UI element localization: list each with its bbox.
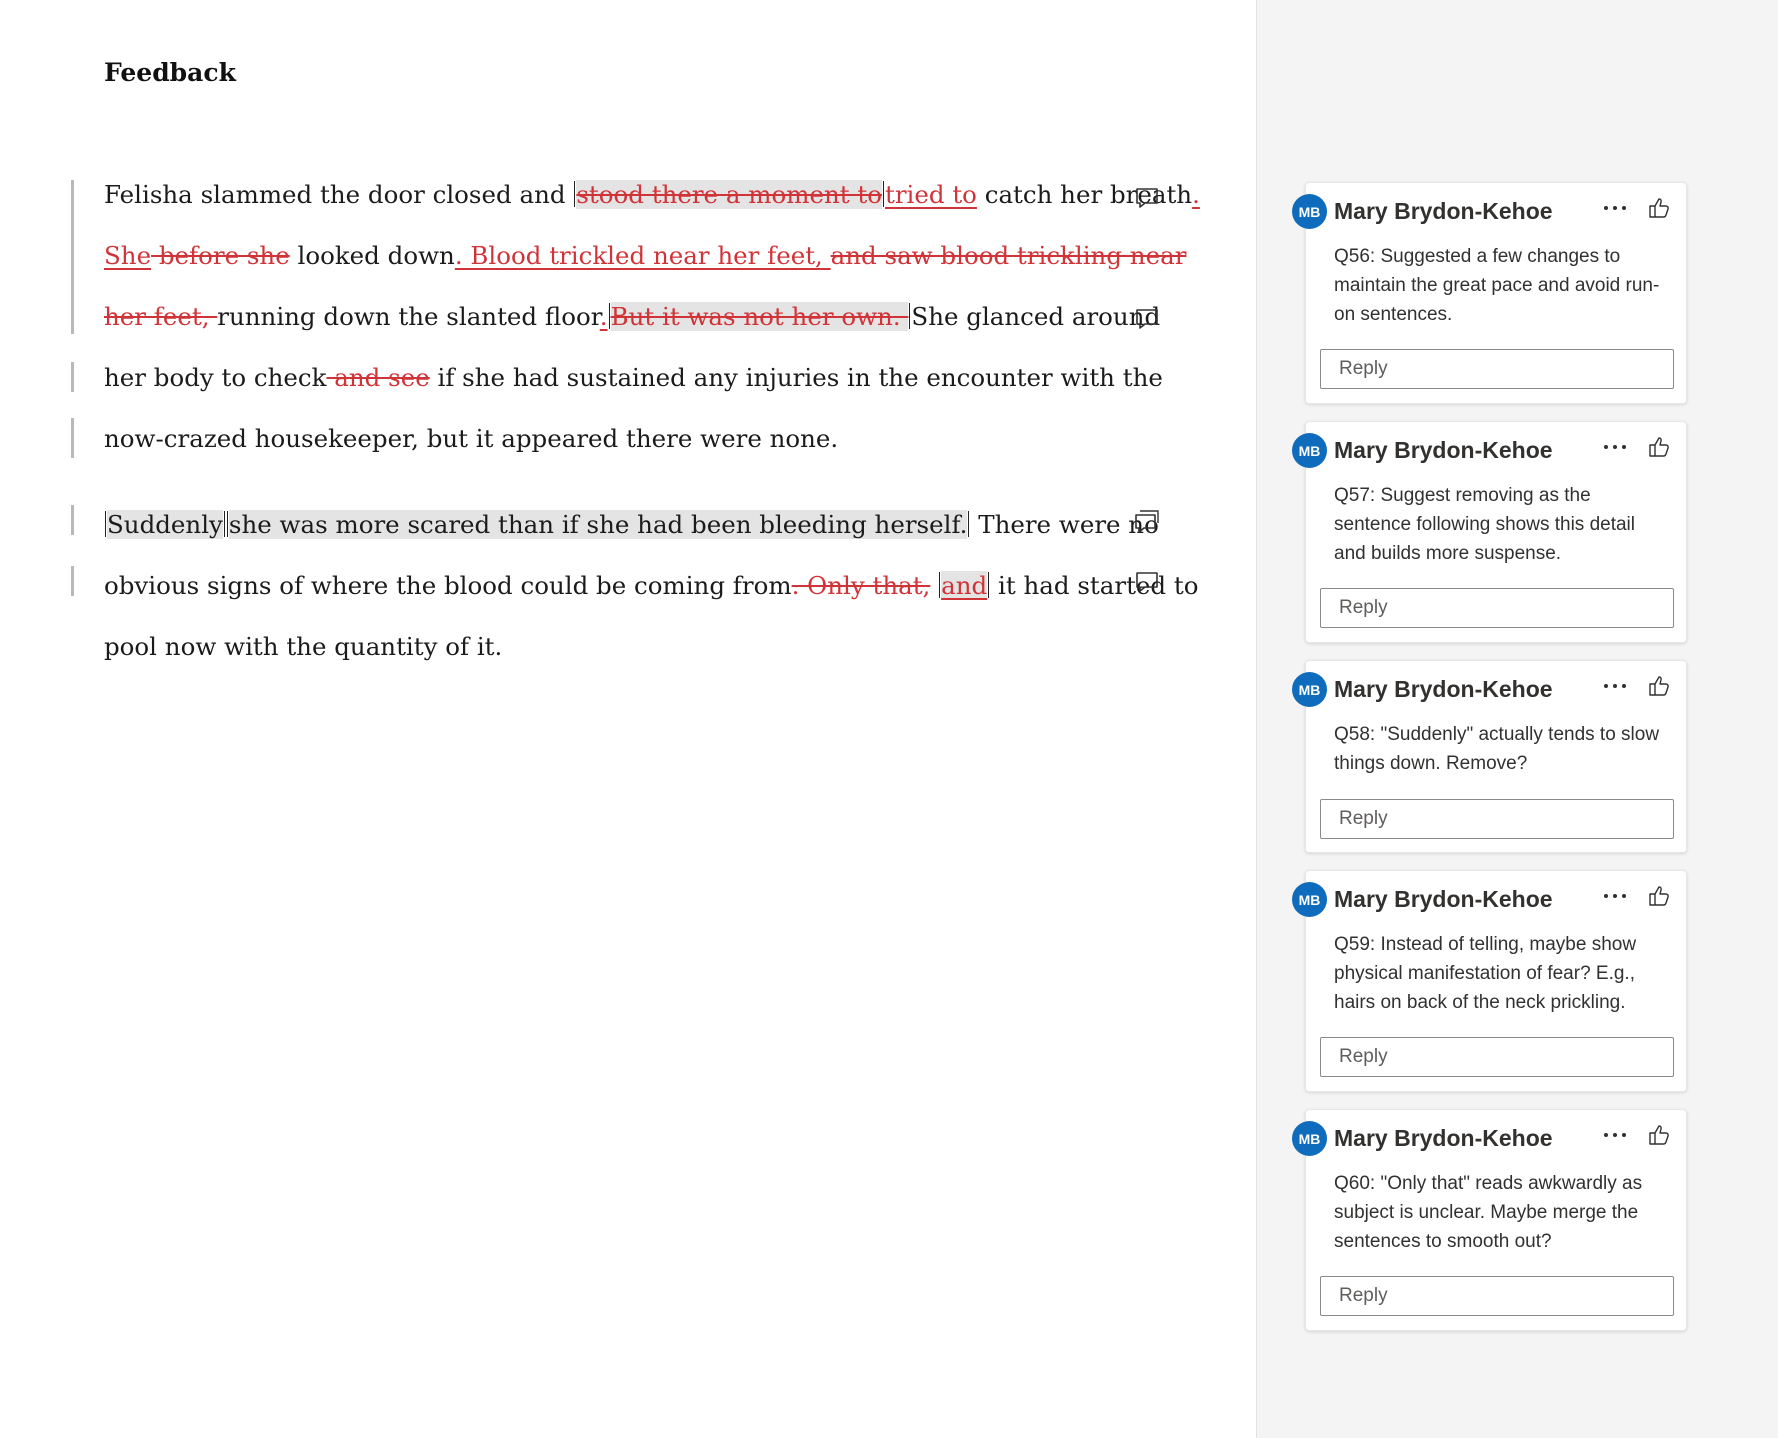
thumbs-up-icon (1647, 196, 1671, 220)
change-marker (105, 511, 106, 537)
comment-multiple-icon[interactable] (1134, 509, 1160, 535)
reply-input[interactable] (1320, 1276, 1674, 1316)
more-options-button[interactable] (1598, 197, 1632, 219)
like-button[interactable] (1646, 434, 1672, 460)
text-run: There were no (970, 510, 1159, 539)
comment-text: Q58: "Suddenly" actually tends to slow things down. Remove? (1334, 724, 1660, 774)
change-bar (71, 362, 74, 392)
text-line[interactable] (104, 286, 1161, 347)
reply-input[interactable] (1320, 799, 1674, 839)
more-options-icon (1604, 684, 1608, 688)
more-options-icon (1613, 894, 1617, 898)
more-options-icon (1604, 206, 1608, 210)
comment-icon[interactable] (1134, 306, 1160, 332)
like-button[interactable] (1646, 195, 1672, 221)
more-options-button[interactable] (1598, 436, 1632, 458)
comment-author: Mary Brydon-Kehoe (1334, 886, 1553, 912)
comment-card-q60[interactable] (1298, 1109, 1687, 1331)
reply-input[interactable] (1320, 588, 1674, 628)
commented-text[interactable]: Suddenly (107, 510, 223, 539)
text-run: running down the slanted floor (217, 302, 600, 331)
more-options-icon (1613, 445, 1617, 449)
thumbs-up-icon (1647, 1123, 1671, 1147)
deleted-text[interactable]: and saw blood trickling near (830, 241, 1187, 270)
paragraph-1[interactable] (104, 164, 1200, 469)
text-run: Felisha slammed the door closed and (104, 180, 574, 209)
change-marker (224, 511, 225, 537)
text-line[interactable] (104, 555, 1199, 616)
inserted-text[interactable]: . (1192, 180, 1200, 209)
like-button[interactable] (1646, 883, 1672, 909)
thumbs-up-icon (1647, 435, 1671, 459)
comment-author: Mary Brydon-Kehoe (1334, 676, 1553, 702)
inserted-text[interactable]: She (104, 241, 152, 270)
text-line[interactable] (104, 616, 1104, 677)
comment-card-q57[interactable] (1298, 421, 1687, 643)
deleted-text[interactable]: But it was not her own. (610, 302, 909, 331)
more-options-icon (1622, 1133, 1626, 1137)
text-line[interactable] (104, 408, 1104, 469)
avatar: MB (1292, 194, 1327, 229)
deleted-text[interactable]: her feet, (104, 302, 218, 331)
text-line[interactable] (104, 347, 1163, 408)
text-run: obvious signs of where the blood could be coming from (104, 571, 792, 600)
more-options-icon (1613, 1133, 1617, 1137)
more-options-icon (1622, 894, 1626, 898)
text-run: now-crazed housekeeper, but it appeared there were none. (104, 424, 839, 453)
text-run: pool now with the quantity of it. (104, 632, 503, 661)
comment-author: Mary Brydon-Kehoe (1334, 1125, 1553, 1151)
text-run: looked down (289, 241, 455, 270)
comment-card-q59[interactable] (1298, 870, 1687, 1092)
more-options-icon (1613, 684, 1617, 688)
document-title: Feedback (104, 58, 236, 87)
change-bar (71, 505, 74, 535)
avatar: MB (1292, 433, 1327, 468)
text-run (930, 571, 938, 600)
more-options-icon (1613, 206, 1617, 210)
text-run: it had started to (990, 571, 1199, 600)
text-run: catch her breath (976, 180, 1193, 209)
more-options-icon (1604, 1133, 1608, 1137)
more-options-icon (1622, 206, 1626, 210)
text-line[interactable] (104, 164, 1200, 225)
inserted-text[interactable]: . (599, 302, 608, 331)
text-run: her body to check (104, 363, 327, 392)
change-marker (883, 181, 884, 207)
change-bar (71, 418, 74, 458)
thumbs-up-icon (1647, 884, 1671, 908)
more-options-button[interactable] (1598, 885, 1632, 907)
more-options-button[interactable] (1598, 675, 1632, 697)
comments-pane[interactable] (1256, 0, 1778, 1438)
comment-text: Q60: "Only that" reads awkwardly as subject is unclear. Maybe merge the sentences to smooth out? (1334, 1173, 1643, 1252)
change-marker (609, 303, 610, 329)
deleted-text[interactable]: and see (326, 363, 430, 392)
more-options-icon (1622, 684, 1626, 688)
text-run: if she had sustained any injuries in the encounter with the (429, 363, 1163, 392)
comment-text: Q59: Instead of telling, maybe show physical manifestation of fear? E.g., hairs on back of the neck prickling. (1334, 934, 1637, 1013)
text-line[interactable] (104, 494, 1159, 555)
paragraph-2[interactable] (104, 494, 1199, 677)
like-button[interactable] (1646, 673, 1672, 699)
comment-author: Mary Brydon-Kehoe (1334, 437, 1553, 463)
comment-text: Q56: Suggested a few changes to maintain the great pace and avoid run-on sentences. (1334, 246, 1660, 325)
inserted-text[interactable]: . Blood trickled near her feet, (454, 241, 831, 270)
more-options-icon (1604, 445, 1608, 449)
avatar: MB (1292, 882, 1327, 917)
more-options-button[interactable] (1598, 1124, 1632, 1146)
avatar: MB (1292, 1121, 1327, 1156)
comment-text: Q57: Suggest removing as the sentence following shows this detail and builds more suspense. (1334, 485, 1636, 564)
deleted-text[interactable]: . Only that, (791, 571, 931, 600)
deleted-text[interactable]: stood there a moment to (576, 180, 882, 209)
avatar: MB (1292, 672, 1327, 707)
inserted-text[interactable]: tried to (884, 180, 977, 209)
like-button[interactable] (1646, 1122, 1672, 1148)
commented-text[interactable]: she was more scared than if she had been bleeding herself. (228, 510, 968, 539)
reply-input[interactable] (1320, 1037, 1674, 1077)
comment-icon[interactable] (1134, 569, 1160, 595)
comment-author: Mary Brydon-Kehoe (1334, 198, 1553, 224)
change-bar (71, 566, 74, 596)
change-marker (227, 511, 228, 537)
thumbs-up-icon (1647, 674, 1671, 698)
reply-input[interactable] (1320, 349, 1674, 389)
change-bar (71, 180, 74, 334)
text-run: She glanced around (911, 302, 1161, 331)
text-line[interactable] (104, 225, 1187, 286)
deleted-text[interactable]: before she (151, 241, 290, 270)
more-options-icon (1604, 894, 1608, 898)
comment-card-q56[interactable] (1298, 182, 1687, 404)
more-options-icon (1622, 445, 1626, 449)
change-marker (939, 572, 940, 598)
comment-card-q58[interactable] (1298, 660, 1687, 853)
inserted-text[interactable]: and (941, 571, 988, 600)
comment-icon[interactable] (1134, 185, 1160, 211)
